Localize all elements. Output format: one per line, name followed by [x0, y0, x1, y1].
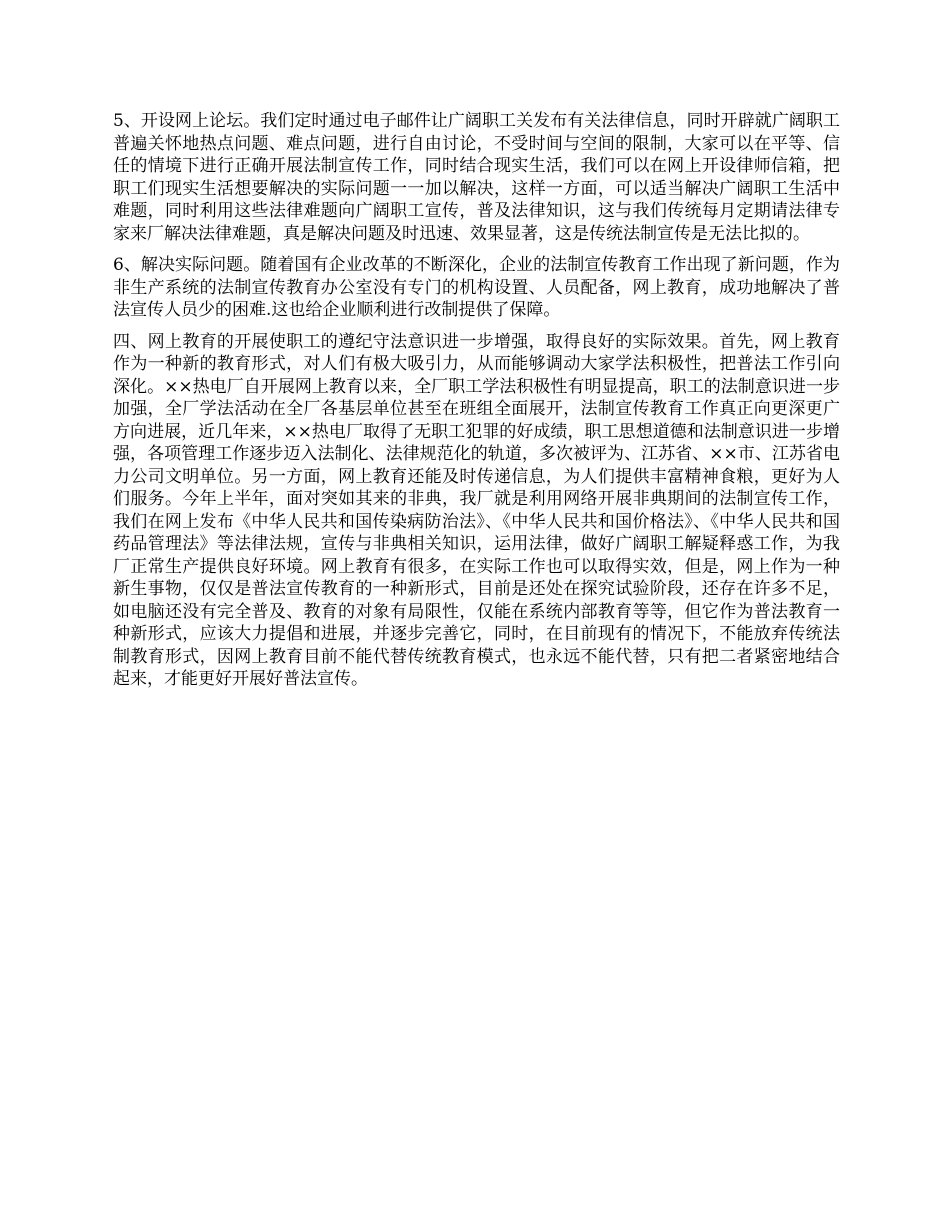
paragraph-online-forum: 5、开设网上论坛。我们定时通过电子邮件让广阔职工关发布有关法律信息，同时开辟就广阔职工普遍关怀地热点问题、难点问题，进行自由讨论，不受时间与空间的限制，大家可以在平等、信任的情境下进行正确开展法制宣传工作，同时结合现实生活，我们可以在网上开设律师信箱，把职工们现实生活想要解决的实际问题一一加以解决，这样一方面，可以适当解决广阔职工生活中难题，同时利用这些法律难题向广阔职工宣传，普及法律知识，这与我们传统每月定期请法律专家来厂解决法律难题，真是解决问题及时迅速、效果显著，这是传统法制宣传是无法比拟的。 [113, 111, 840, 244]
document-body [113, 110, 840, 700]
paragraph-section-four: 四、网上教育的开展使职工的遵纪守法意识进一步增强，取得良好的实际效果。首先，网上教育作为一种新的教育形式，对人们有极大吸引力，从而能够调动大家学法积极性，把普法工作引向深化。××热电厂自开展网上教育以来，全厂职工学法积极性有明显提高，职工的法制意识进一步加强，全厂学法活动在全厂各基层单位甚至在班组全面展开，法制宣传教育工作真正向更深更广方向进展，近几年来，××热电厂取得了无职工犯罪的好成绩，职工思想道德和法制意识进一步增强，各项管理工作逐步迈入法制化、法律规范化的轨道，多次被评为、江苏省、××市、江苏省电力公司文明单位。另一方面，网上教育还能及时传递信息，为人们提供丰富精神食粮，更好为人们服务。今年上半年，面对突如其来的非典，我厂就是利用网络开展非典期间的法制宣传工作，我们在网上发布《中华人民共和国传染病防治法》、《中华人民共和国价格法》、《中华人民共和国药品管理法》等法律法规，宣传与非典相关知识，运用法律，做好广阔职工解疑释惑工作，为我厂正常生产提供良好环境。网上教育有很多，在实际工作也可以取得实效，但是，网上作为一种新生事物，仅仅是普法宣传教育的一种新形式，目前是还处在探究试验阶段，还存在许多不足，如电脑还没有完全普及、教育的对象有局限性，仅能在系统内部教育等等，但它作为普法教育一种新形式，应该大力提倡和进展，并逐步完善它，同时，在目前现有的情况下，不能放弃传统法制教育形式，因网上教育目前不能代替传统教育模式，也永远不能代替，只有把二者紧密地结合起来，才能更好开展好普法宣传。 [113, 331, 840, 689]
paragraph-solve-problems: 6、解决实际问题。随着国有企业改革的不断深化，企业的法制宣传教育工作出现了新问题，作为非生产系统的法制宣传教育办公室没有专门的机构设置、人员配备，网上教育，成功地解决了普法宣传人员少的困难.这也给企业顺利进行改制提供了保障。 [113, 255, 840, 320]
